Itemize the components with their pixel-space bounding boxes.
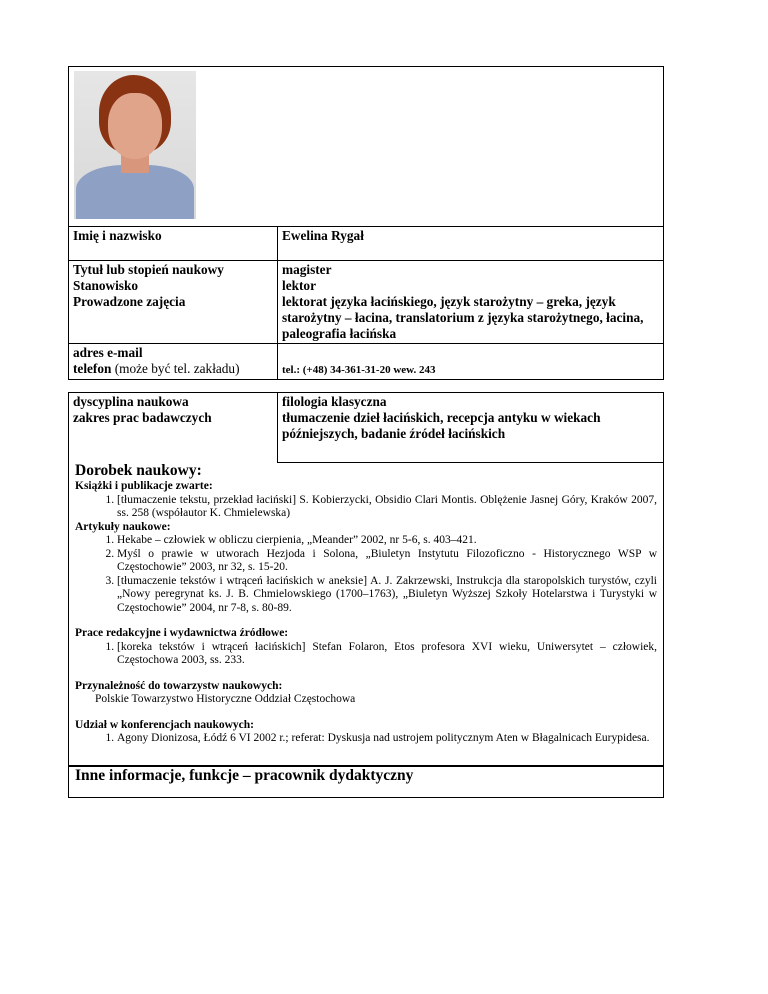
list-item: 1. Agony Dionizosa, Łódź 6 VI 2002 r.; referat: Dyskusja nad ustrojem politycznym Aten w Błagalnicach Eurypidesa.: [117, 732, 657, 746]
list-item: 3. [tłumaczenie tekstów i wtrąceń łacińskich w aneksie] A. J. Zakrzewski, Instrukcja dla staropolskich turystów, czyli „Nowy peregrynat ks. J. B. Chmielowskiego (1700–1763), „Biuletyn Wyższej Szkoły Hotelarstwa i Turystyki w Częstochowie” 2004, nr 7-8, s. 80-89.: [117, 575, 657, 616]
portrait-photo: [74, 71, 196, 219]
discipline-value: filologia klasyczna: [282, 394, 387, 409]
classes-label: Prowadzone zajęcia: [73, 294, 186, 309]
conferences-list: [75, 732, 657, 746]
editorial-heading: Prace redakcyjne i wydawnictwa źródłowe:: [75, 627, 289, 639]
societies-text: Polskie Towarzystwo Historyczne Oddział Częstochowa: [95, 693, 356, 705]
contact-values: [278, 344, 664, 380]
details-labels: [69, 261, 278, 344]
name-value: Ewelina Rygał: [278, 227, 664, 261]
research-table: [68, 392, 664, 463]
societies-heading: Przynależność do towarzystw naukowych:: [75, 679, 283, 692]
details-values: [278, 261, 664, 344]
contact-table: [68, 343, 664, 380]
list-item: 1. Hekabe – człowiek w obliczu cierpienia, „Meander” 2002, nr 5-6, s. 403–421.: [117, 534, 657, 548]
phone-label-note: (może być tel. zakładu): [111, 361, 240, 376]
articles-heading: Artykuły naukowe:: [75, 520, 171, 533]
research-label: zakres prac badawczych: [73, 410, 212, 425]
editorial-list: [75, 641, 657, 668]
position-value: lektor: [282, 278, 316, 293]
position-label: Stanowisko: [73, 278, 139, 293]
research-value: tłumaczenie dzieł łacińskich, recepcja antyku w wiekach późniejszych, badanie źródeł łacińskich: [282, 410, 601, 441]
list-item: 1. [tłumaczenie tekstu, przekład łaciński] S. Kobierzycki, Obsidio Clari Montis. Oblężenie Jasnej Góry, Kraków 2007, ss. 258 (współautor K. Chmielewska): [117, 494, 657, 521]
discipline-label: dyscyplina naukowa: [73, 394, 189, 409]
contact-labels: [69, 344, 278, 380]
classes-value: lektorat języka łacińskiego, język starożytny – greka, język starożytny – łacina, translatorium z języka starożytnego, łacina, paleografia łacińska: [282, 294, 644, 341]
phone-label: telefon: [73, 361, 112, 376]
conferences-heading: Udział w konferencjach naukowych:: [75, 718, 255, 731]
details-table: [68, 260, 664, 344]
other-info-heading: Inne informacje, funkcje – pracownik dydaktyczny: [75, 767, 414, 784]
title-value: magister: [282, 262, 332, 277]
achievements-section: [68, 462, 664, 766]
name-label: Imię i nazwisko: [69, 227, 278, 261]
title-label: Tytuł lub stopień naukowy: [73, 262, 224, 277]
list-item: 2. Myśl o prawie w utworach Hezjoda i Solona, „Biuletyn Instytutu Filozoficzno - Historycznego WSP w Częstochowie” 2003, nr 32, s. 15-20.: [117, 548, 657, 575]
books-list: [75, 494, 657, 521]
photo-cell: [68, 66, 664, 226]
articles-list: [75, 534, 657, 615]
other-info-section: [68, 766, 664, 798]
books-heading: Książki i publikacje zwarte:: [75, 480, 213, 492]
research-labels: [69, 393, 278, 463]
phone-value: tel.: (+48) 34-361-31-20 wew. 243: [282, 364, 436, 376]
research-values: [278, 393, 664, 463]
list-item: 1. [koreka tekstów i wtrąceń łacińskich] Stefan Folaron, Etos profesora XVI wieku, Uniwersytet – człowiek, Częstochowa 2003, ss. 233.: [117, 641, 657, 668]
name-table: [68, 226, 664, 261]
email-label: adres e-mail: [73, 345, 143, 360]
achievements-heading: Dorobek naukowy:: [75, 462, 202, 479]
